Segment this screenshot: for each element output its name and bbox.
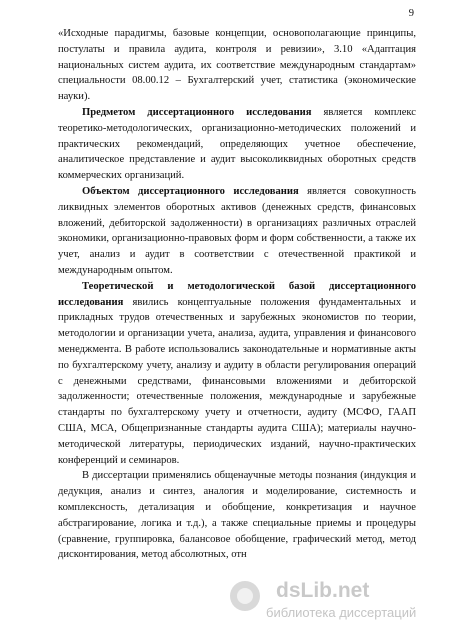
- watermark: [230, 577, 440, 623]
- body-text: [58, 26, 416, 563]
- bold-term: Объектом диссертационного исследования: [82, 185, 299, 197]
- watermark-logo: dsLib.net: [276, 579, 370, 602]
- bold-term: Предметом диссертационного исследования: [82, 106, 312, 118]
- watermark-caption: библиотека диссертаций: [266, 605, 417, 620]
- paragraph: [58, 468, 416, 563]
- paragraph-text: В диссертации применялись общенаучные методы познания (индукция и дедукция, анализ и синтез, аналогия и моделирование, системность и комплексность, детализация и обобщение, конкретизация и научное абстрагирование, логика и т.д.), а также специальные приемы и процедуры (сравнение, группировка, балансовое обобщение, графический метод, метод дисконтирования, метод абсолютных, отн: [58, 470, 416, 561]
- paragraph: [58, 279, 416, 469]
- paragraph-text: является совокупность ликвидных элементов оборотных активов (денежных средств, финансовых вложений, дебиторской задолженности) в организациях различных отраслей экономики, организационно-правовых форм и форм собственности, а также их учет, анализ и аудит в соответствии с отечественной практикой и международным опытом.: [58, 185, 416, 276]
- paragraph-text: «Исходные парадигмы, базовые концепции, основополагающие принципы, постулаты и правила аудита, контроля и ревизии», 3.10 «Адаптация национальных систем аудита, их соответствие международным стандартам» специальности 08.00.12 – Бухгалтерский учет, статистика (экономические науки).: [58, 28, 416, 103]
- bold-term: Теоретической и методологической базой диссертационного исследования: [58, 280, 416, 308]
- paragraph: [58, 26, 416, 105]
- paragraph: [58, 184, 416, 279]
- paragraph-text: явились концептуальные положения фундаментальных и прикладных трудов отечественных и зарубежных экономистов по теории, методологии и организации учета, анализа, аудита, управления и финансового менеджмента. В работе использовались законодательные и нормативные акты по бухгалтерскому учету, анализу и аудиту в области регулирования операций с денежными средствами, финансовыми вложениями и дебиторской задолженности; отечественные положения, международные и зарубежные стандарты по бухгалтерскому учету и отчетности, аудиту (МСФО, ГААП США, МСА, Общепризнанные стандарты аудита США); материалы научно-методической литературы, периодических изданий, научно-практических конференций и семинаров.: [58, 296, 416, 466]
- paragraph: [58, 105, 416, 184]
- paragraph-text: является комплекс теоретико-методологических, организационно-методических положений и практических рекомендаций, определяющих учетное обеспечение, аналитическое представление и аудит высоколиквидных оборотных средств коммерческих организаций.: [58, 106, 416, 182]
- page-number: 9: [408, 8, 414, 19]
- watermark-logo-icon: [230, 581, 260, 611]
